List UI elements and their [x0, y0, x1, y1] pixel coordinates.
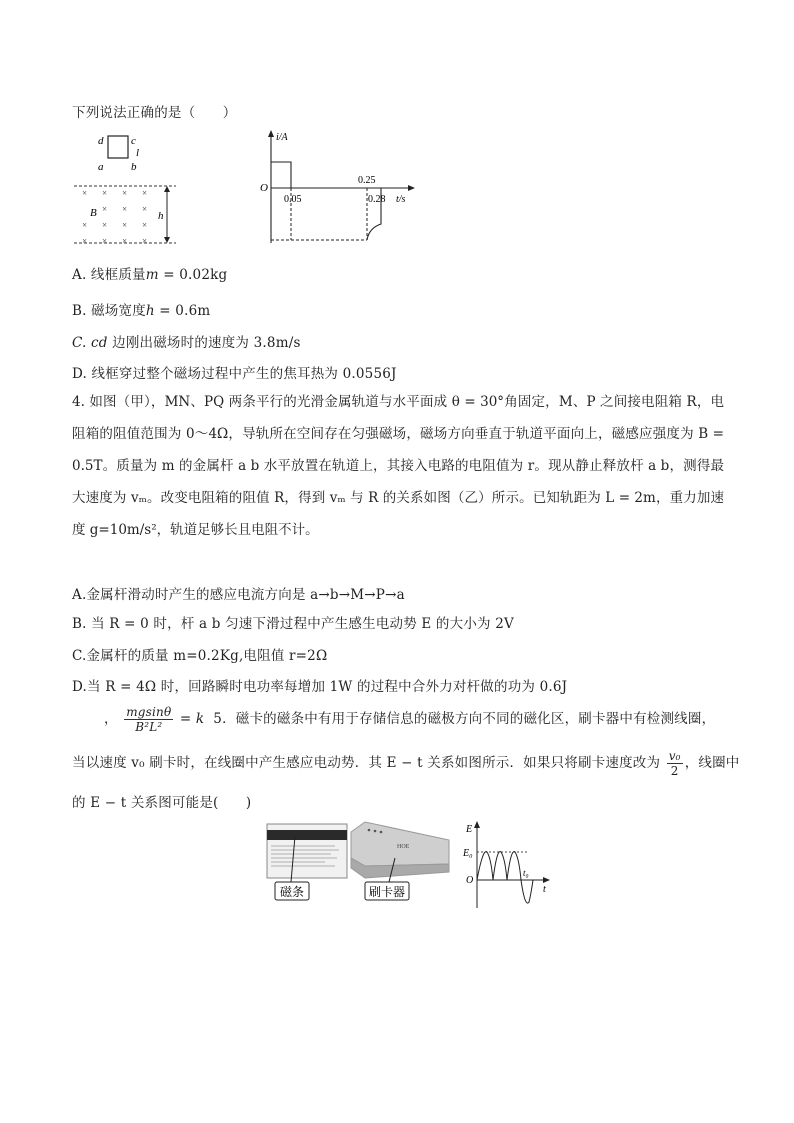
svg-text:×: × [102, 220, 108, 230]
field-B-label: B [90, 207, 97, 219]
q3-option-b-var: h [145, 303, 155, 319]
reader-brand: HOE [397, 844, 410, 850]
corner-a-label: a [98, 161, 104, 173]
svg-text:×: × [102, 204, 108, 214]
q3-intro: 下列说法正确的是（ ） [72, 105, 237, 121]
q5-line1 [104, 702, 715, 736]
corner-c-label: c [131, 135, 136, 147]
wire-frame [108, 136, 128, 158]
et-O-label: O [466, 875, 474, 886]
svg-text:×: × [102, 236, 108, 246]
q4-option-c: C.金属杆的质量 m=0.2Kg,电阻值 r=2Ω [72, 648, 328, 664]
height-arrow-up [164, 186, 170, 192]
svg-text:×: × [122, 188, 128, 198]
height-arrow-down [164, 237, 170, 243]
svg-text:×: × [142, 236, 148, 246]
q3-option-b-text: B. 磁场宽度 [72, 303, 146, 319]
origin-label: O [260, 182, 268, 194]
q3-option-d: D. 线框穿过整个磁场过程中产生的焦耳热为 0.0556J [72, 366, 397, 382]
q5-speed-num: v₀ [668, 749, 681, 763]
et-y-arrow [474, 821, 480, 828]
tick-005: 0.05 [284, 194, 302, 205]
corner-b-label: b [131, 161, 137, 173]
magnetic-stripe [267, 830, 347, 840]
q5-speed-den: 2 [670, 764, 679, 778]
q3-option-b [72, 299, 210, 319]
et-t-label: t [543, 884, 546, 895]
q5-stem-b: 当以速度 v₀ 刷卡时，在线圈中产生感应电动势．其 E − t 关系如图所示．如果只将刷卡速度改为 [72, 755, 661, 771]
et-negative-pulse [521, 880, 533, 903]
q5-eq: = k [179, 711, 205, 727]
svg-text:×: × [82, 188, 88, 198]
corner-d-label: d [98, 135, 104, 147]
et-E0-label: E₀ [463, 848, 473, 859]
q5-line2 [72, 746, 740, 780]
q3-option-b-value: = 0.6m [154, 303, 211, 319]
y-axis-label: i/A [276, 132, 288, 143]
svg-text:×: × [142, 188, 148, 198]
current-time-graph [255, 128, 425, 248]
reader-led-1 [368, 829, 371, 832]
svg-text:×: × [122, 204, 128, 214]
svg-text:×: × [82, 236, 88, 246]
q3-option-a-text: A. 线框质量 [72, 267, 146, 283]
et-t0-label: t₀ [523, 868, 529, 878]
strip-label: 磁条 [280, 885, 305, 899]
side-l-label: l [136, 147, 140, 159]
positive-current-pulse [271, 162, 291, 188]
q4-option-d: D.当 R = 4Ω 时，回路瞬时电功率每增加 1W 的过程中合外力对杆做的功为 0.6J [72, 679, 568, 695]
et-x-arrow [543, 877, 550, 883]
x-axis-label: t/s [396, 194, 406, 205]
x-axis-arrow [408, 185, 415, 191]
svg-text:×: × [122, 220, 128, 230]
q4-stem: 4. 如图（甲），MN、PQ 两条平行的光滑金属轨道与水平面成 θ = 30°角固定，M、P 之间接电阻箱 R，电阻箱的阻值范围为 0～4Ω，导轨所在空间存在匀强磁场，磁场方向垂直于轨道平面向上，磁感应强度为 B = 0.5T。质量为 m 的金属杆 a b 水平放置在轨道上，其接入电路的电阻值为 r。现从静止释放杆 a b，测得最大速度为 vₘ。改变电阻箱的阻值 R，得到 vₘ 与 R 的关系如图（乙）所示。已知轨距为 L = 2m，重力加速度 g=10m/s²，轨道足够长且电阻不计。 [72, 394, 724, 538]
frame-field-figure [72, 128, 182, 248]
reader-label: 刷卡器 [369, 885, 406, 899]
q3-option-a-value: = 0.02kg [158, 267, 228, 283]
svg-text:×: × [142, 220, 148, 230]
q5-fraction-num: mgsinθ [126, 705, 172, 719]
et-E-label: E [466, 824, 473, 835]
q5-stem-c: ，线圈中 [684, 755, 740, 771]
q5-speed-fraction [667, 749, 683, 778]
tick-028: 0.28 [368, 194, 386, 205]
q5-line3: 的 E − t 关系图可能是( ) [72, 795, 252, 811]
reader-led-3 [380, 831, 383, 834]
svg-text:×: × [122, 236, 128, 246]
et-positive-pulses [477, 852, 521, 880]
q5-comma: ， [104, 711, 118, 727]
tick-025: 0.25 [358, 175, 376, 186]
q3-option-a-var: m [145, 267, 159, 283]
q4-option-b: B. 当 R = 0 时，杆 a b 匀速下滑过程中产生感生电动势 E 的大小为 2V [72, 616, 514, 632]
q4-option-a: A.金属杆滑动时产生的感应电流方向是 a→b→M→P→a [72, 587, 405, 603]
svg-text:×: × [142, 204, 148, 214]
svg-text:×: × [82, 220, 88, 230]
card-reader-figure [265, 818, 555, 910]
q5-fraction [124, 705, 173, 734]
q3-option-c [72, 331, 301, 351]
q3-option-c-var: C. cd [72, 335, 108, 351]
q3-option-c-text: 边刚出磁场时的速度为 3.8m/s [107, 335, 301, 351]
q5-stem-a: 5．磁卡的磁条中有用于存储信息的磁极方向不同的磁化区，刷卡器中有检测线圈， [213, 711, 716, 727]
y-axis-arrow [268, 130, 274, 137]
reader-led-2 [374, 830, 377, 833]
q5-fraction-den: B²L² [135, 720, 163, 734]
svg-text:×: × [102, 188, 108, 198]
q3-option-a [72, 263, 227, 283]
height-h-label: h [158, 210, 164, 222]
